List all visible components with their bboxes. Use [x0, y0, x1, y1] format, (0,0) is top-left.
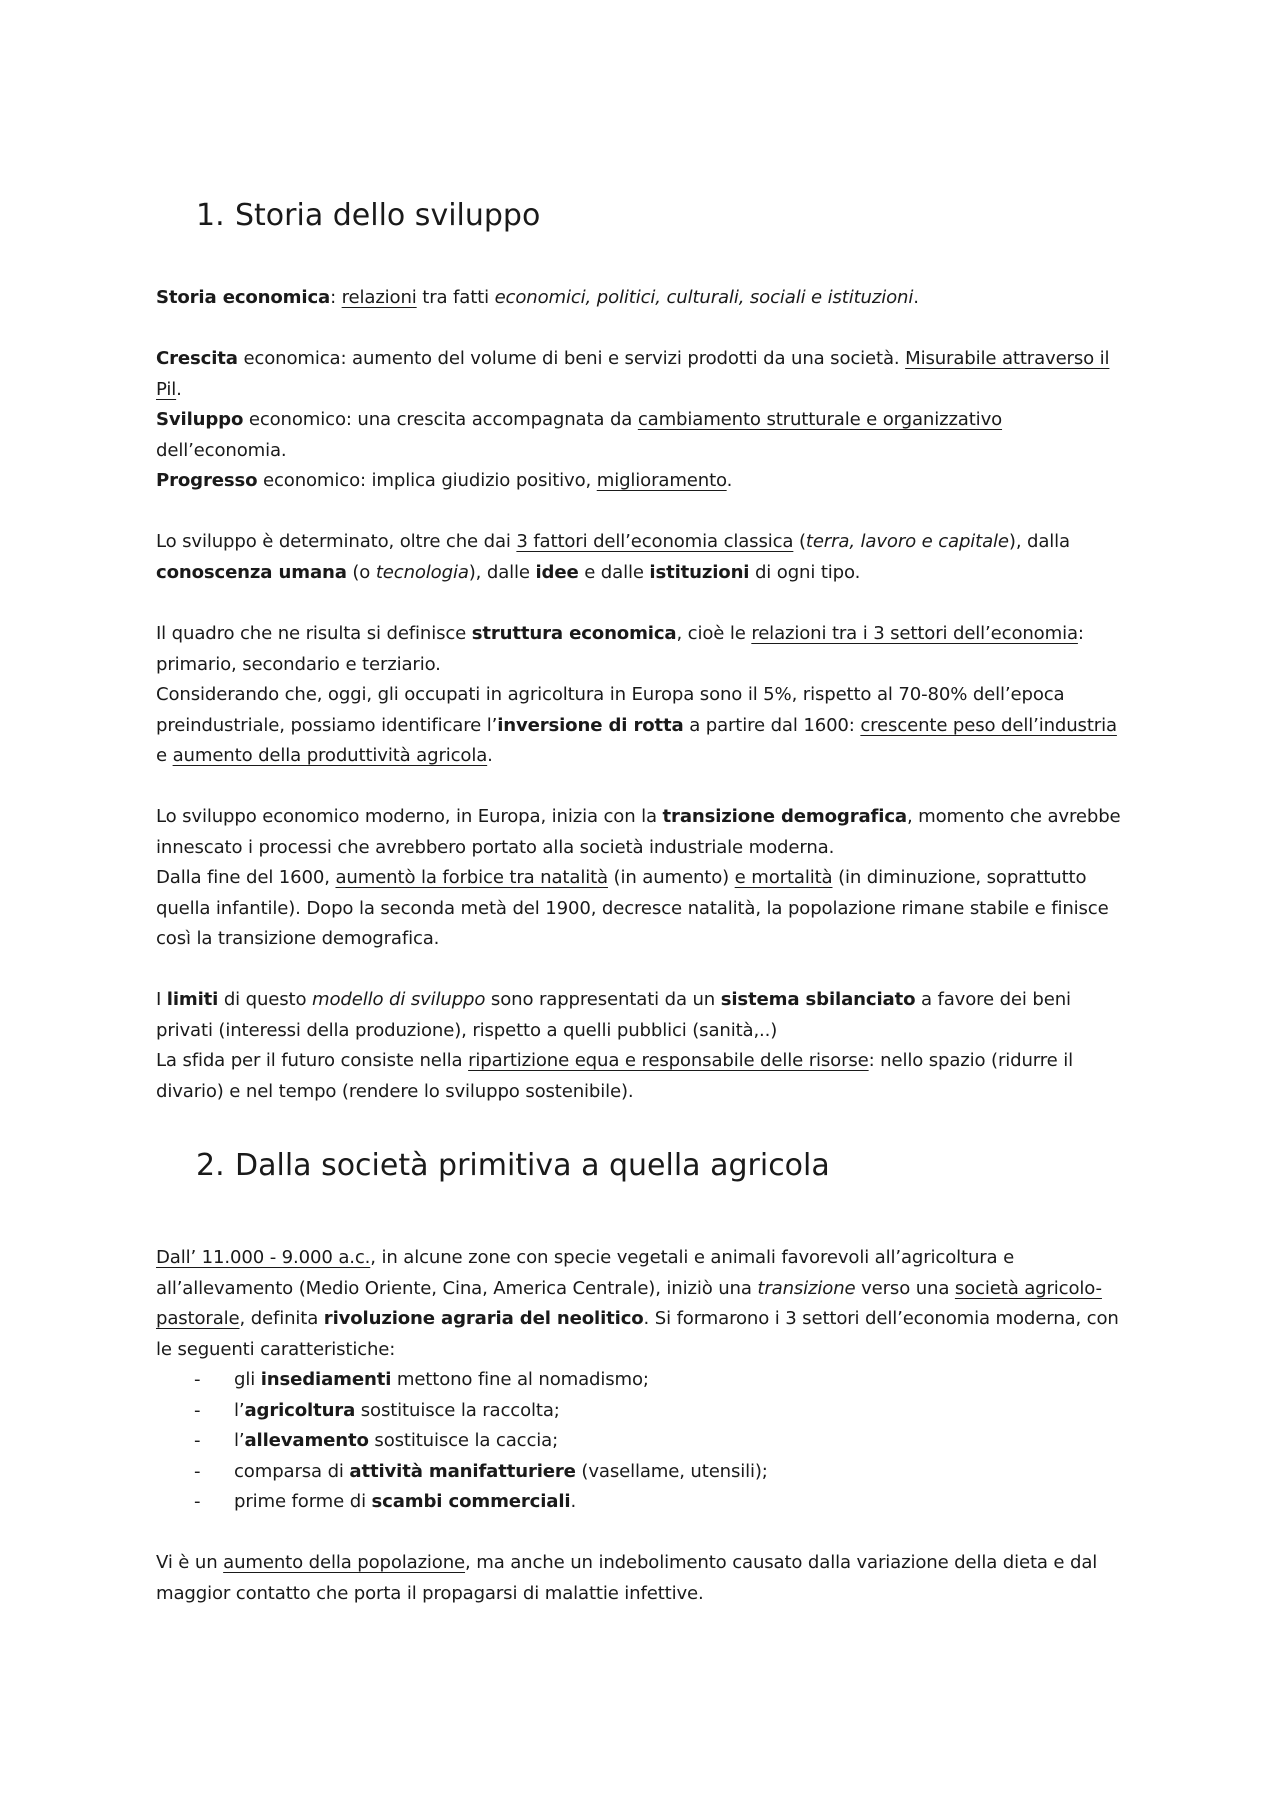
list-item: - l’allevamento sostituisce la caccia; [194, 1430, 559, 1451]
paragraph-fattori-sviluppo: Lo sviluppo è determinato, oltre che dai 3 fattori dell’economia classica (terra, lavoro e capitale), dalla conoscenza umana (o tecnologia), dalle idee e dalle istituzioni di ogni tipo. [156, 531, 1070, 583]
section-1-title: Storia dello sviluppo [235, 198, 541, 233]
section-2-heading [196, 1147, 830, 1185]
section-2-number: 2. [196, 1148, 225, 1183]
list-item: - comparsa di attività manifatturiere (vasellame, utensili); [194, 1460, 768, 1482]
paragraph-inversione-rotta: Considerando che, oggi, gli occupati in agricoltura in Europa sono il 5%, rispetto al 70-80% dell’epoca preindustriale, possiamo identificare l’inversione di rotta a partire dal 1600: crescente peso dell’industria e aumento della produttività agricola. [156, 684, 1117, 766]
term-progresso: Progresso [156, 470, 258, 491]
paragraph-sfida-futuro: La sfida per il futuro consiste nella ripartizione equa e responsabile delle risorse: nello spazio (ridurre il divario) e nel tempo (rendere lo sviluppo sostenibile). [156, 1050, 1073, 1102]
paragraph-struttura-economica: Il quadro che ne risulta si definisce struttura economica, cioè le relazioni tra i 3 settori dell’economia: primario, secondario e terziario. [156, 623, 1084, 675]
paragraph-neolitico: Dall’ 11.000 - 9.000 a.c., in alcune zone con specie vegetali e animali favorevoli all’agricoltura e all’allevamento (Medio Oriente, Cina, America Centrale), iniziò una transizione verso una società agricolo-pastorale, definita rivoluzione agraria del neolitico. Si formarono i 3 settori dell’economia moderna, con le seguenti caratteristiche: [156, 1247, 1119, 1360]
list-item: - prime forme di scambi commerciali. [194, 1491, 577, 1512]
term-storia-economica: Storia economica [156, 287, 331, 308]
term-sviluppo: Sviluppo [156, 409, 244, 430]
characteristics-list [156, 1365, 1132, 1518]
section-1-heading [196, 197, 540, 235]
paragraph-sviluppo: Sviluppo economico: una crescita accompagnata da cambiamento strutturale e organizzativo dell’economia. [156, 409, 1003, 461]
section-2-title: Dalla società primitiva a quella agricola [235, 1148, 830, 1183]
paragraph-limiti: I limiti di questo modello di sviluppo sono rappresentati da un sistema sbilanciato a favore dei beni privati (interessi della produzione), rispetto a quelli pubblici (sanità,..) [156, 989, 1071, 1041]
paragraph-transizione-demografica: Lo sviluppo economico moderno, in Europa, inizia con la transizione demografica, momento che avrebbe innescato i processi che avrebbero portato alla società industriale moderna. [156, 806, 1121, 858]
paragraph-natalita-mortalita: Dalla fine del 1600, aumentò la forbice tra natalità (in aumento) e mortalità (in diminuzione, soprattutto quella infantile). Dopo la seconda metà del 1900, decresce natalità, la popolazione rimane stabile e finisce così la transizione demografica. [156, 867, 1109, 949]
paragraph-storia-economica: Storia economica: relazioni tra fatti economici, politici, culturali, sociali e istituzioni. [156, 287, 919, 308]
paragraph-crescita: Crescita economica: aumento del volume di beni e servizi prodotti da una società. Misurabile attraverso il Pil. [156, 348, 1110, 400]
list-item: - gli insediamenti mettono fine al nomadismo; [194, 1369, 649, 1390]
list-item: - l’agricoltura sostituisce la raccolta; [194, 1399, 560, 1421]
paragraph-popolazione: Vi è un aumento della popolazione, ma anche un indebolimento causato dalla variazione della dieta e dal maggior contatto che porta il propagarsi di malattie infettive. [156, 1552, 1098, 1604]
section-1-number: 1. [196, 198, 225, 233]
underline-relazioni: relazioni [341, 287, 417, 308]
term-crescita: Crescita [156, 348, 238, 369]
paragraph-progresso: Progresso economico: implica giudizio positivo, miglioramento. [156, 470, 733, 491]
